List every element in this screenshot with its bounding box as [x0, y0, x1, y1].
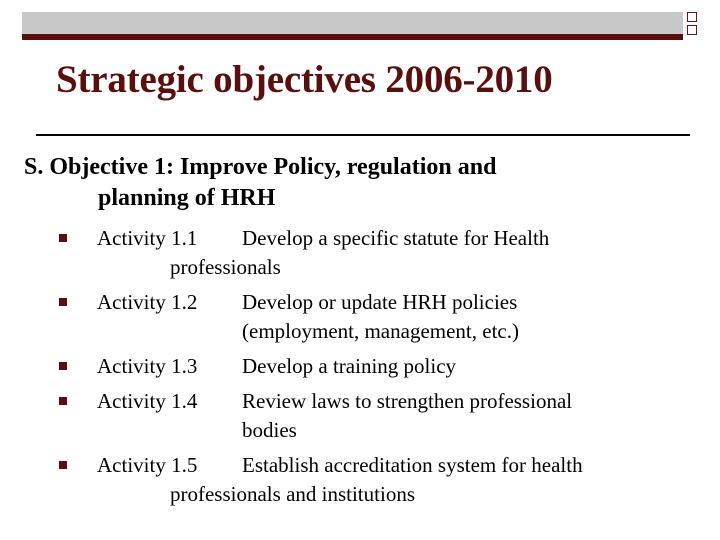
activity-text: Review laws to strengthen professional — [242, 389, 573, 413]
square-bullet-icon — [59, 362, 67, 370]
objective-heading-line-1: S. Objective 1: Improve Policy, regulation and — [24, 154, 497, 180]
activity-code: Activity 1.2 — [97, 290, 198, 314]
activity-code: Activity 1.4 — [97, 389, 198, 413]
activity-text: Establish accreditation system for health — [242, 453, 583, 477]
activity-text: Develop a specific statute for Health — [242, 226, 550, 250]
activity-code: Activity 1.1 — [97, 226, 198, 250]
corner-box-icon — [687, 12, 697, 22]
list-item — [0, 451, 720, 509]
activity-text: Develop a training policy — [242, 354, 457, 378]
title-divider — [36, 134, 690, 136]
corner-box-icon — [687, 25, 697, 35]
activity-text: professionals — [170, 255, 281, 279]
top-decoration-bar — [22, 12, 683, 40]
list-item — [0, 352, 720, 387]
square-bullet-icon — [59, 397, 67, 405]
activity-text: professionals and institutions — [170, 482, 415, 506]
activity-text: (employment, management, etc.) — [242, 319, 519, 343]
activity-text: Develop or update HRH policies — [242, 290, 518, 314]
list-item — [0, 387, 720, 451]
square-bullet-icon — [59, 234, 67, 242]
activity-text: bodies — [242, 418, 297, 442]
slide-title: Strategic objectives 2006-2010 — [56, 58, 553, 101]
activity-list — [0, 224, 720, 509]
list-item — [0, 288, 720, 352]
corner-decoration — [687, 12, 707, 38]
objective-heading — [24, 152, 664, 214]
objective-heading-line-2: planning of HRH — [98, 185, 276, 211]
square-bullet-icon — [59, 298, 67, 306]
list-item — [0, 224, 720, 282]
activity-code: Activity 1.5 — [97, 453, 198, 477]
square-bullet-icon — [59, 461, 67, 469]
activity-code: Activity 1.3 — [97, 354, 198, 378]
